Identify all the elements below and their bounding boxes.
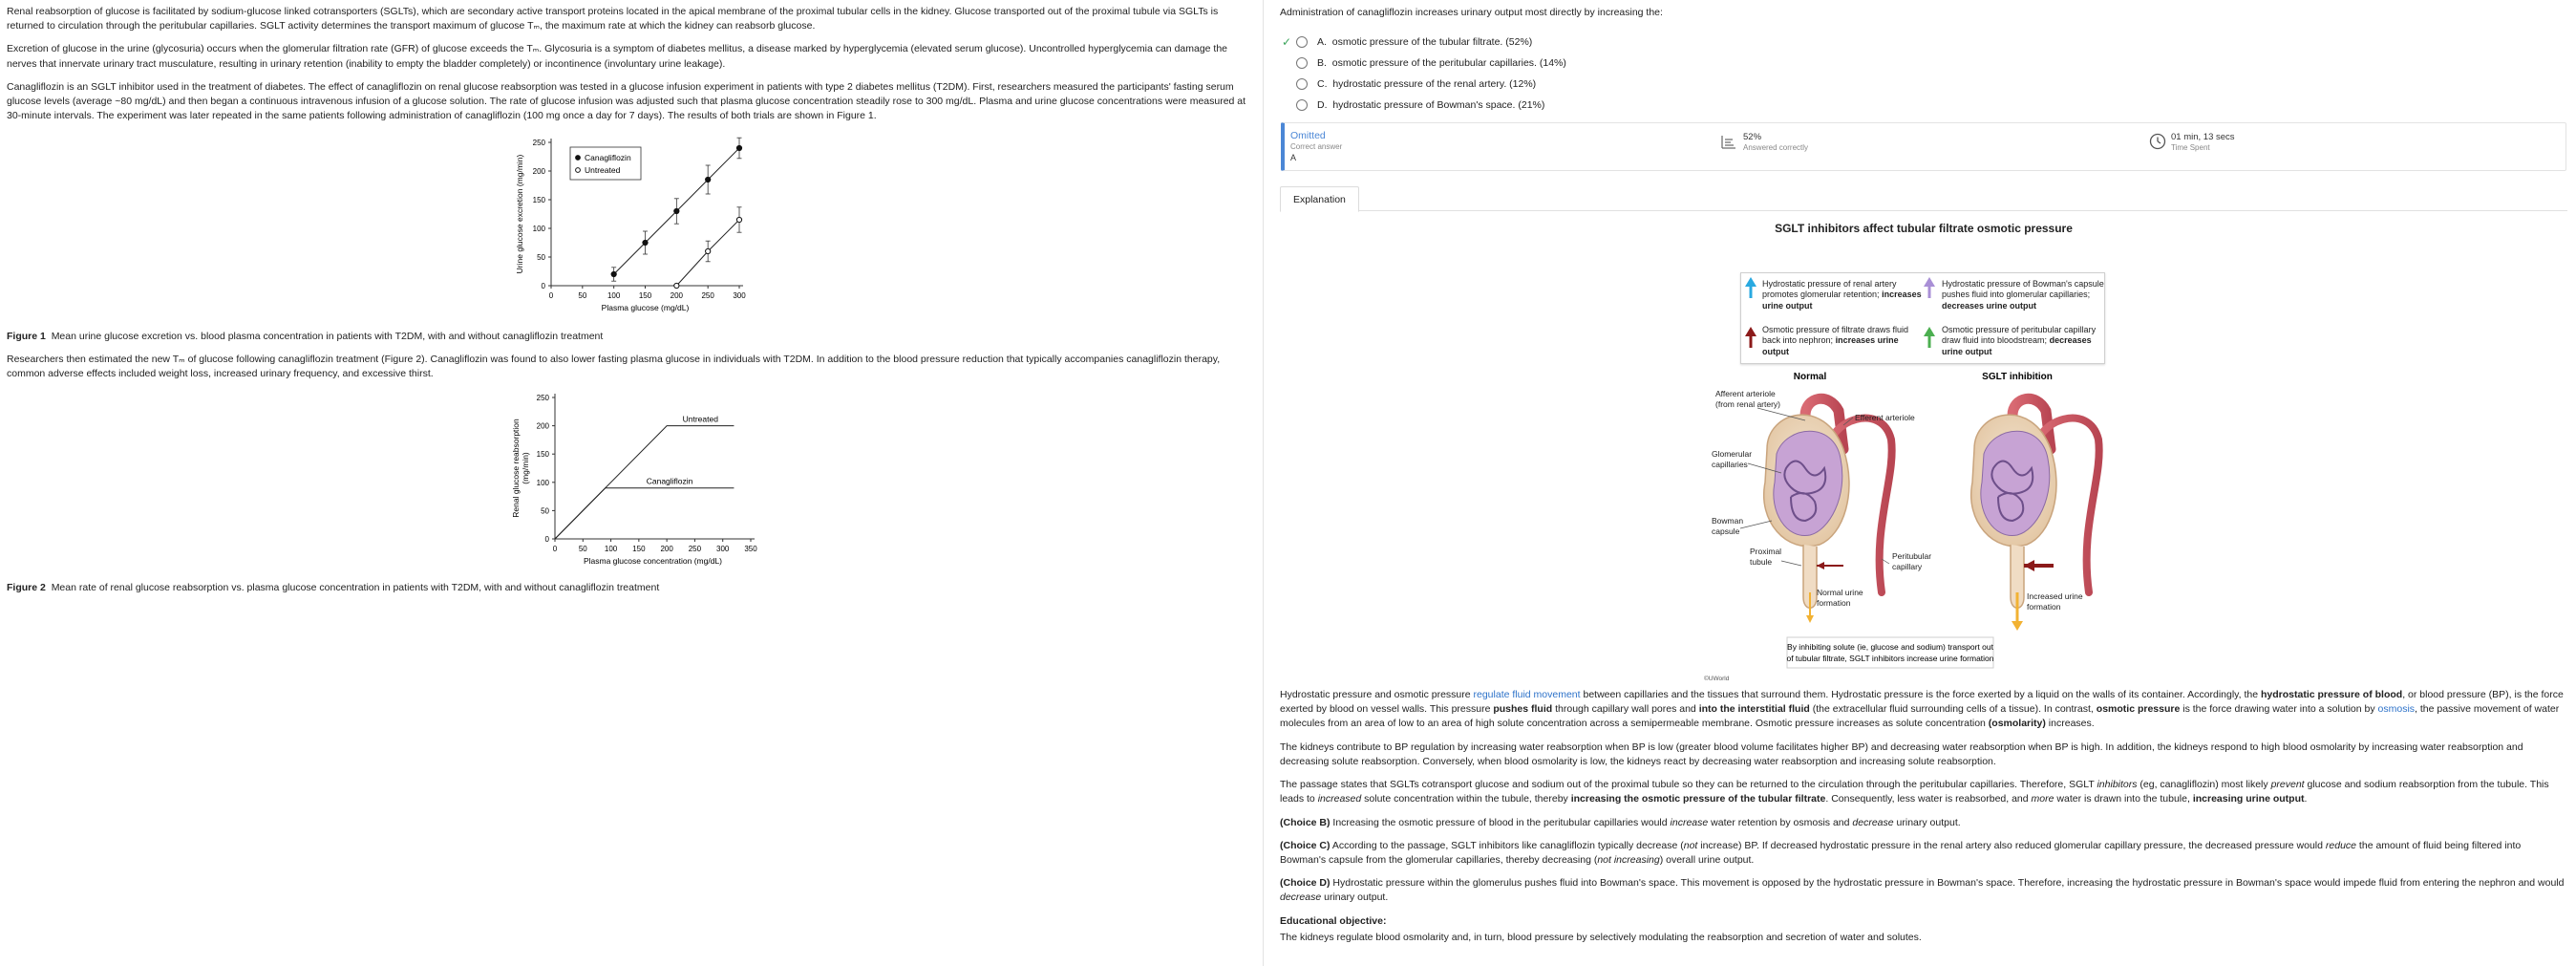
passage-paragraph-1: Renal reabsorption of glucose is facilitated by sodium-glucose linked cotransporters (SGLTs), which are secondary active transport proteins located in the apical membrane of the proximal tubular cells in the kidney. Glucose transported out of the proximal tubule via SGLTs is returned to circulation through the peritubular capillaries. SGLT activity determines the transport maximum of glucose Tₘ, the maximum rate at which the kidney can reabsorb glucose. <box>7 6 1219 32</box>
x-axis-label: Plasma glucose concentration (mg/dL) <box>583 556 723 567</box>
data-point-canagliflozin <box>611 271 616 276</box>
series-label-untreated: Untreated <box>682 414 718 424</box>
correct-check-icon: ✓ <box>1281 34 1292 49</box>
y-tick-label: 0 <box>544 535 549 545</box>
x-tick-label: 300 <box>716 545 730 554</box>
legend-item-bowman: Hydrostatic pressure of Bowman's capsule pushes fluid into glomerular capillaries; decreases urine output <box>1942 279 2104 311</box>
choice-c-text: hydrostatic pressure of the renal artery. (12%) <box>1332 77 1537 90</box>
x-tick-label: 50 <box>578 545 587 554</box>
data-point-canagliflozin <box>643 240 648 245</box>
legend-marker-untreated <box>576 167 581 172</box>
figure-1-caption-text: Mean urine glucose excretion vs. blood plasma concentration in patients with T2DM, with and without canagliflozin treatment <box>51 330 604 342</box>
data-point-canagliflozin <box>674 208 679 213</box>
tab-explanation[interactable]: Explanation <box>1280 186 1359 212</box>
pane-divider[interactable] <box>1263 0 1264 966</box>
data-point-untreated <box>706 248 711 253</box>
percent-label: Answered correctly <box>1743 142 1809 152</box>
y-tick-label: 150 <box>532 195 545 204</box>
explanation-paragraph-1: Hydrostatic pressure and osmotic pressure regulate fluid movement between capillaries and the tissues that surround them. Hydrostatic pressure is the force exerted by a liquid on the walls of its container. Accordingly, the hydrostatic pressure of blood, or blood pressure (BP), is the force exerted by blood on vessel walls. This pressure pushes fluid through capillary wall pores and into the interstitial fluid (the extracellular fluid surrounding cells of a tissue). In contrast, osmotic pressure is the force drawing water into a solution by osmosis, the passive movement of water molecules from an area of low to an area of high solute concentration across a semipermeable membrane. Osmotic pressure increases as solute concentration (osmolarity) increases. <box>1280 689 2564 730</box>
choice-a[interactable]: ✓ A. osmotic pressure of the tubular filtrate. (52%) <box>1280 32 2566 53</box>
label-afferent: Afferent arteriole <box>1715 389 1776 398</box>
figure-2-caption-text: Mean rate of renal glucose reabsorption vs. plasma glucose concentration in patients with T2DM, with and without canagliflozin treatment <box>51 582 660 594</box>
figure-1-caption <box>7 330 1252 344</box>
choice-b[interactable]: B. osmotic pressure of the peritubular capillaries. (14%) <box>1280 53 2566 74</box>
series-label-canagliflozin: Canagliflozin <box>646 476 693 486</box>
legend-label-untreated: Untreated <box>585 164 621 175</box>
x-tick-label: 0 <box>548 290 554 300</box>
x-axis-label: Plasma glucose (mg/dL) <box>601 302 690 312</box>
choice-b-text: osmotic pressure of the peritubular capillaries. (14%) <box>1331 56 1566 69</box>
educational-objective-text: The kidneys regulate blood osmolarity and, in turn, blood pressure by selectively modulating the reabsorption and secretion of water and solutes. <box>1280 931 1922 943</box>
explanation-choice-c: (Choice C) According to the passage, SGLT inhibitors like canagliflozin typically decrease (not increase) BP. If decreased hydrostatic pressure in the renal artery also reduced glomerular capillary pressure, the decreased pressure would reduce the amount of fluid being filtered into Bowman's capsule from the glomerular capillaries, thereby decreasing (not increasing) overall urine output. <box>1280 839 2522 866</box>
label-bowman-2: capsule <box>1712 526 1740 536</box>
series-line-canagliflozin <box>555 488 734 539</box>
data-point-untreated <box>736 217 741 222</box>
x-tick-label: 150 <box>638 290 652 300</box>
x-tick-label: 350 <box>744 545 757 554</box>
status-label: Correct answer <box>1290 142 1343 152</box>
figure-2 <box>503 390 1252 571</box>
y-axis-label: Renal glucose reabsorption <box>511 419 521 518</box>
x-tick-label: 250 <box>688 545 702 554</box>
nephron-diagram <box>1270 0 2576 688</box>
passage-paragraph-3: Canagliflozin is an SGLT inhibitor used in the treatment of diabetes. The effect of canagliflozin on renal glucose reabsorption was tested in a glucose infusion experiment in patients with type 2 diabetes mellitus (T2DM). First, researchers measured the participants' fasting serum glucose levels (average ~80 mg/dL) and then began a continuous intravenous infusion of a glucose solution. The rate of glucose infusion was adjusted such that plasma glucose concentration steadily rose to 300 mg/dL. Plasma and urine glucose concentrations were measured at 30-minute intervals. The experiment was later repeated in the same patients following administration of canagliflozin (100 mg once a day for 7 days). The results of both trials are shown in Figure 1. <box>7 80 1246 122</box>
copyright: ©UWorld <box>1704 676 1730 682</box>
passage-paragraph-4: Researchers then estimated the new Tₘ of glucose following canagliflozin treatment (Figure 2). Canagliflozin was found to also lower fasting plasma glucose in individuals with T2DM. In addition to the blood pressure reduction that typically accompanies canagliflozin therapy, common adverse effects included weight loss, increased urinary frequency, and excessive thirst. <box>7 353 1221 379</box>
x-tick-label: 150 <box>632 545 646 554</box>
panel-normal-label: Normal <box>1793 372 1827 382</box>
y-tick-label: 100 <box>536 478 549 487</box>
link-regulate-fluid-movement[interactable]: regulate fluid movement <box>1473 689 1581 700</box>
x-tick-label: 0 <box>552 545 558 554</box>
label-normal-urine-2: formation <box>1817 598 1851 608</box>
educational-objective-label: Educational objective: <box>1280 914 1387 927</box>
y-axis-label-unit: (mg/min) <box>521 452 530 484</box>
note-line-2: of tubular filtrate, SGLT inhibitors increase urine formation <box>1786 654 1994 663</box>
y-tick-label: 250 <box>536 394 549 403</box>
y-tick-label: 200 <box>536 421 549 431</box>
label-proximal-2: tubule <box>1750 557 1773 567</box>
question-stem: Administration of canagliflozin increases urinary output most directly by increasing the: <box>1280 7 1663 18</box>
explanation-figure-title: SGLT inhibitors affect tubular filtrate osmotic pressure <box>1775 222 2073 236</box>
label-peritubular: Peritubular <box>1892 551 1932 561</box>
x-tick-label: 50 <box>578 290 587 300</box>
label-efferent: Efferent arteriole <box>1855 413 1915 422</box>
correct-answer-value: A <box>1290 153 1297 163</box>
x-tick-label: 100 <box>607 290 621 300</box>
label-glomerular-2: capillaries <box>1712 460 1748 469</box>
note-line-1: By inhibiting solute (ie, glucose and sodium) transport out <box>1787 642 1993 652</box>
passage-pane <box>0 0 1259 966</box>
explanation-note-box <box>1786 637 1993 668</box>
y-tick-label: 250 <box>532 138 545 147</box>
explanation-choice-b: (Choice B) Increasing the osmotic pressure of blood in the peritubular capillaries would increase water retention by osmosis and decrease urinary output. <box>1280 816 1961 828</box>
legend-label-canagliflozin: Canagliflozin <box>585 152 631 162</box>
choice-a-text: osmotic pressure of the tubular filtrate. (52%) <box>1331 35 1533 48</box>
time-label: Time Spent <box>2171 142 2210 152</box>
y-tick-label: 50 <box>541 506 549 516</box>
explanation-text <box>1280 688 2569 954</box>
legend-item-artery: Hydrostatic pressure of renal artery promotes glomerular retention; increases urine output <box>1762 279 1922 311</box>
percent-value: 52% <box>1743 132 1762 143</box>
x-tick-label: 250 <box>701 290 714 300</box>
label-glomerular: Glomerular <box>1712 449 1753 459</box>
label-proximal: Proximal <box>1750 547 1782 556</box>
y-tick-label: 0 <box>541 281 545 290</box>
label-increased-urine: Increased urine <box>2027 591 2083 601</box>
explanation-paragraph-3: The passage states that SGLTs cotransport glucose and sodium out of the proximal tubule so they can be returned to the circulation through the peritubular capillaries. Therefore, SGLT inhibitors (eg, canagliflozin) most likely prevent glucose and sodium reabsorption from the tubule. This leads to increased solute concentration within the tubule, thereby increasing the osmotic pressure of the tubular filtrate. Consequently, less water is reabsorbed, and more water is drawn into the tubule, increasing urine output. <box>1280 779 2549 805</box>
time-value: 01 min, 13 secs <box>2171 132 2235 143</box>
x-tick-label: 300 <box>733 290 746 300</box>
label-bowman: Bowman <box>1712 516 1744 526</box>
data-point-untreated <box>674 283 679 288</box>
y-tick-label: 150 <box>536 450 549 460</box>
legend-marker-canagliflozin <box>576 155 581 160</box>
series-line-untreated <box>555 426 734 539</box>
panel-sglt-label: SGLT inhibition <box>1982 372 2053 382</box>
question-pane <box>1270 0 2576 966</box>
figure-2-chart <box>503 390 780 571</box>
figure-2-caption <box>7 581 1252 595</box>
label-increased-urine-2: formation <box>2027 602 2061 612</box>
label-normal-urine: Normal urine <box>1817 588 1863 597</box>
y-tick-label: 100 <box>532 224 545 233</box>
x-tick-label: 100 <box>604 545 618 554</box>
x-tick-label: 200 <box>660 545 673 554</box>
passage-paragraph-2: Excretion of glucose in the urine (glycosuria) occurs when the glomerular filtration rate (GFR) of glucose exceeds the Tₘ. Glycosuria is a symptom of diabetes mellitus, a disease marked by hyperglycemia (elevated serum glucose). Uncontrolled hyperglycemia can damage the nerves that innervate urinary tract musculature, resulting in urinary retention (inability to empty the bladder completely) or incontinence (involuntary urine leakage). <box>7 43 1228 70</box>
explanation-paragraph-2: The kidneys contribute to BP regulation by increasing water reabsorption when BP is low (greater blood volume facilitates higher BP) and decreasing water reabsorption when BP is high. In addition, the kidneys respond to high blood osmolarity by increasing water reabsorption and decreasing solute reabsorption. Conversely, when blood osmolarity is low, the kidneys react by decreasing water reabsorption and increasing solute reabsorption. <box>1280 741 2523 767</box>
link-osmosis[interactable]: osmosis <box>2377 703 2416 716</box>
status-text: Omitted <box>1290 130 1326 142</box>
label-afferent-2: (from renal artery) <box>1715 399 1781 409</box>
label-peritubular-2: capillary <box>1892 562 1923 571</box>
y-tick-label: 200 <box>532 166 545 176</box>
choice-d-text: hydrostatic pressure of Bowman's space. (21%) <box>1332 98 1545 111</box>
legend-item-capillary: Osmotic pressure of peritubular capillary draw fluid into bloodstream; decreases urine output <box>1942 325 2097 356</box>
y-tick-label: 50 <box>537 252 545 262</box>
choice-d[interactable]: D. hydrostatic pressure of Bowman's space. (21%) <box>1280 95 2566 116</box>
figure-1 <box>503 133 1252 324</box>
figure-2-caption-label: Figure 2 <box>7 582 46 594</box>
data-point-canagliflozin <box>736 145 741 150</box>
x-tick-label: 200 <box>670 290 684 300</box>
explanation-choice-d: (Choice D) Hydrostatic pressure within the glomerulus pushes fluid into Bowman's space. This movement is opposed by the hydrostatic pressure in Bowman's space. Therefore, increasing the hydrostatic pressure in Bowman's space would impede fluid from entering the nephron and would decrease urinary output. <box>1280 877 2565 904</box>
figure-1-caption-label: Figure 1 <box>7 330 46 342</box>
choice-c[interactable]: C. hydrostatic pressure of the renal artery. (12%) <box>1280 74 2566 95</box>
figure-1-chart <box>503 133 771 324</box>
legend-item-filtrate: Osmotic pressure of filtrate draws fluid back into nephron; increases urine output <box>1762 325 1909 356</box>
y-axis-label: Urine glucose excretion (mg/min) <box>515 154 524 273</box>
data-point-canagliflozin <box>706 177 711 182</box>
